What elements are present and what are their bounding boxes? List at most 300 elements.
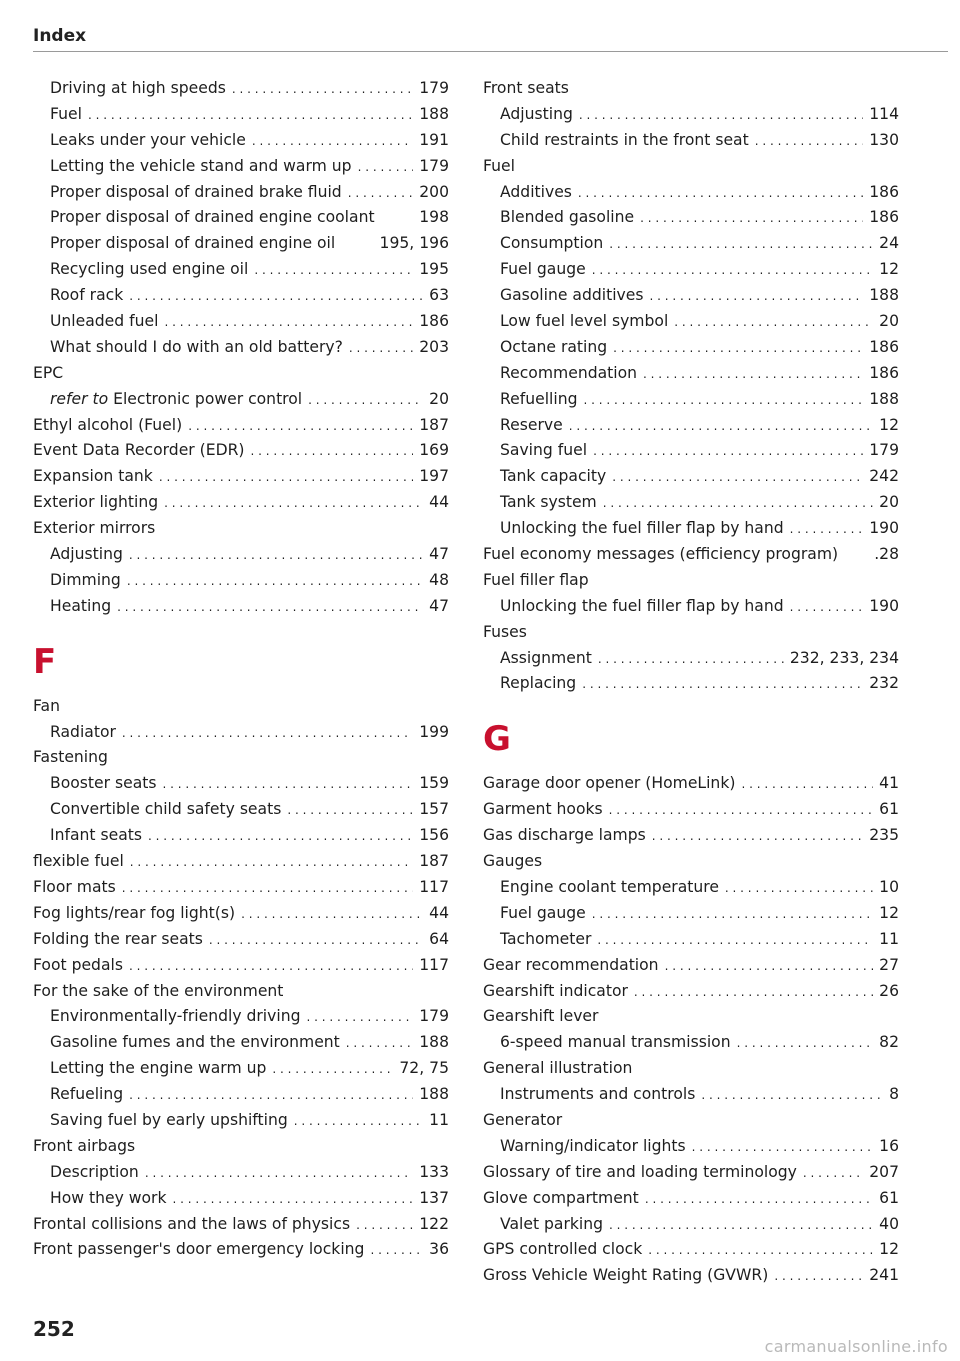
page-reference: 188 — [869, 286, 899, 305]
index-term: Valet parking — [500, 1214, 604, 1233]
index-section-letter: G — [483, 719, 511, 760]
leader-dots — [701, 1083, 883, 1109]
page-reference: 10 — [879, 877, 899, 896]
page-reference: 197 — [419, 467, 449, 486]
leader-dots — [122, 876, 413, 902]
index-subentry — [483, 1212, 899, 1238]
index-term: Description — [50, 1162, 139, 1181]
leader-dots — [592, 902, 873, 928]
index-entry — [483, 1004, 899, 1030]
leader-dots — [251, 439, 414, 465]
page-reference: 186 — [869, 363, 899, 382]
page-reference: 130 — [869, 130, 899, 149]
leader-dots — [583, 388, 863, 414]
page-reference: 16 — [879, 1136, 899, 1155]
index-term: Gauges — [483, 852, 543, 871]
index-subentry — [33, 257, 449, 283]
page-reference: 198 — [419, 208, 449, 227]
index-term: Fastening — [33, 748, 108, 767]
leader-dots — [692, 1135, 874, 1161]
page-reference: 48 — [429, 570, 449, 589]
index-entry — [483, 979, 899, 1005]
leader-dots — [349, 336, 413, 362]
index-term: Roof rack — [50, 286, 124, 305]
leader-dots — [803, 1161, 863, 1187]
index-term: How they work — [50, 1188, 167, 1207]
index-entry — [483, 1263, 899, 1289]
page-reference: 26 — [879, 981, 899, 1000]
page-reference: 12 — [879, 1240, 899, 1259]
index-subentry — [483, 927, 899, 953]
index-term: Gearshift lever — [483, 1007, 599, 1026]
index-term: What should I do with an old battery? — [50, 337, 343, 356]
page-reference: 188 — [419, 104, 449, 123]
index-term: Unleaded fuel — [50, 312, 159, 331]
leader-dots — [148, 824, 413, 850]
page-reference: 195, 196 — [379, 234, 449, 253]
index-term: Tank capacity — [500, 467, 607, 486]
leader-dots — [294, 1109, 423, 1135]
page-reference: 47 — [429, 545, 449, 564]
index-subentry — [483, 231, 899, 257]
index-term: Instruments and controls — [500, 1085, 696, 1104]
index-subentry — [33, 335, 449, 361]
page-reference: 187 — [419, 415, 449, 434]
index-subentry — [483, 671, 899, 697]
page-reference: 179 — [419, 79, 449, 97]
index-subentry — [33, 542, 449, 568]
index-term: For the sake of the environment — [33, 981, 284, 1000]
index-term: Saving fuel by early upshifting — [50, 1110, 288, 1129]
leader-dots — [603, 491, 873, 517]
index-subentry — [483, 1134, 899, 1160]
page-reference: 186 — [869, 337, 899, 356]
page-reference: 195 — [419, 260, 449, 279]
leader-dots — [725, 876, 873, 902]
index-entry — [483, 1237, 899, 1263]
leader-dots — [241, 902, 423, 928]
page-reference: 190 — [869, 519, 899, 538]
index-subentry — [33, 154, 449, 180]
index-term: Front passenger's door emergency locking — [33, 1240, 365, 1259]
leader-dots — [652, 824, 863, 850]
page-reference: 207 — [869, 1162, 899, 1181]
index-term: Refuelling — [500, 389, 578, 408]
index-term: Tank system — [500, 493, 597, 512]
index-entry — [33, 464, 449, 490]
page-reference: 169 — [419, 441, 449, 460]
index-subentry — [33, 568, 449, 594]
leader-dots — [609, 798, 874, 824]
page-reference: 117 — [419, 955, 449, 974]
page-reference: 188 — [869, 389, 899, 408]
page-reference: 232 — [869, 674, 899, 693]
index-entry — [33, 438, 449, 464]
index-entry — [33, 953, 449, 979]
index-subentry — [483, 205, 899, 231]
leader-dots — [287, 798, 413, 824]
leader-dots — [592, 258, 873, 284]
index-entry — [483, 823, 899, 849]
page-reference: 63 — [429, 286, 449, 305]
page-reference: 188 — [419, 1085, 449, 1104]
index-entry — [33, 745, 449, 771]
index-term: Fuel gauge — [500, 260, 586, 279]
leader-dots — [164, 491, 423, 517]
index-subentry — [483, 901, 899, 927]
index-term: Gross Vehicle Weight Rating (GVWR) — [483, 1266, 769, 1285]
leader-dots — [609, 1213, 873, 1239]
index-term: Proper disposal of drained engine coolant — [50, 208, 375, 227]
index-subentry — [33, 1186, 449, 1212]
page-reference: 24 — [879, 234, 899, 253]
index-term: Environmentally-friendly driving — [50, 1007, 301, 1026]
page-reference: 203 — [419, 337, 449, 356]
index-term: Convertible child safety seats — [50, 800, 282, 819]
index-subentry — [483, 875, 899, 901]
index-term: Front seats — [483, 79, 569, 97]
index-entry — [483, 1056, 899, 1082]
leader-dots — [188, 414, 413, 440]
leader-dots — [737, 1031, 874, 1057]
leader-dots — [127, 569, 423, 595]
page-reference: 36 — [429, 1240, 449, 1259]
index-term: Fuses — [483, 622, 527, 641]
index-subentry — [483, 464, 899, 490]
index-subentry — [33, 387, 449, 413]
index-term: Adjusting — [500, 104, 573, 123]
leader-dots — [613, 336, 863, 362]
index-term: Adjusting — [50, 545, 123, 564]
index-column-left — [33, 76, 449, 1263]
leader-dots — [790, 595, 864, 621]
leader-dots — [645, 1187, 873, 1213]
leader-dots — [209, 928, 423, 954]
page-reference: 186 — [419, 312, 449, 331]
leader-dots — [252, 129, 413, 155]
index-entry — [33, 490, 449, 516]
page-reference: 242 — [869, 467, 899, 486]
index-term: Driving at high speeds — [50, 79, 226, 97]
leader-dots — [163, 772, 414, 798]
index-subentry — [33, 797, 449, 823]
leader-dots — [674, 310, 873, 336]
page-reference: 20 — [879, 493, 899, 512]
index-entry — [33, 694, 449, 720]
index-subentry — [483, 309, 899, 335]
index-subentry — [483, 128, 899, 154]
index-entry — [483, 953, 899, 979]
index-term: Consumption — [500, 234, 604, 253]
index-term: Ethyl alcohol (Fuel) — [33, 415, 183, 434]
leader-dots — [612, 465, 863, 491]
leader-dots — [741, 772, 873, 798]
page-reference: 157 — [419, 800, 449, 819]
page-reference: 191 — [419, 130, 449, 149]
index-term: Fog lights/rear fog light(s) — [33, 903, 236, 922]
index-term: Octane rating — [500, 337, 608, 356]
page-reference: 40 — [879, 1214, 899, 1233]
index-subentry — [483, 387, 899, 413]
index-entry — [483, 1160, 899, 1186]
index-subentry — [33, 771, 449, 797]
index-subentry — [483, 438, 899, 464]
leader-dots — [649, 284, 863, 310]
index-subentry — [483, 180, 899, 206]
index-entry — [483, 771, 899, 797]
index-term: 6-speed manual transmission — [500, 1033, 731, 1052]
index-entry — [33, 979, 449, 1005]
index-subentry — [483, 1030, 899, 1056]
index-term: Exterior mirrors — [33, 519, 156, 538]
leader-dots — [755, 129, 864, 155]
index-entry — [483, 76, 899, 102]
index-subentry — [33, 594, 449, 620]
page-reference: 235 — [869, 826, 899, 845]
index-subentry — [483, 1082, 899, 1108]
index-entry — [483, 568, 899, 594]
page-reference: 61 — [879, 800, 899, 819]
leader-dots — [88, 103, 413, 129]
page-reference: 156 — [419, 826, 449, 845]
index-subentry — [33, 128, 449, 154]
index-term: EPC — [33, 363, 64, 382]
index-subentry — [483, 594, 899, 620]
page-reference: 82 — [879, 1033, 899, 1052]
cross-reference-target: Electronic power control — [113, 389, 303, 408]
index-term: Dimming — [50, 570, 121, 589]
page-reference: 61 — [879, 1188, 899, 1207]
page-reference: 20 — [429, 389, 449, 408]
leader-dots — [790, 517, 864, 543]
index-term: Gas discharge lamps — [483, 826, 646, 845]
index-term: Front airbags — [33, 1136, 136, 1155]
index-entry — [33, 1134, 449, 1160]
index-term: Child restraints in the front seat — [500, 130, 749, 149]
index-subentry — [33, 720, 449, 746]
index-term: Gasoline fumes and the environment — [50, 1033, 340, 1052]
leader-dots — [232, 77, 413, 103]
page-reference: 186 — [869, 208, 899, 227]
index-term: Letting the vehicle stand and warm up — [50, 156, 352, 175]
page-reference: 179 — [419, 156, 449, 175]
index-term: Booster seats — [50, 774, 157, 793]
index-entry — [33, 516, 449, 542]
index-term: Saving fuel — [500, 441, 588, 460]
index-entry — [33, 875, 449, 901]
index-entry — [33, 1237, 449, 1263]
leader-dots — [346, 1031, 413, 1057]
index-term: Radiator — [50, 722, 116, 741]
index-term: Fuel filler flap — [483, 570, 589, 589]
page-reference: 179 — [869, 441, 899, 460]
leader-dots — [130, 850, 413, 876]
index-term: Garage door opener (HomeLink) — [483, 774, 736, 793]
index-term: Tachometer — [500, 929, 592, 948]
index-subentry — [483, 283, 899, 309]
index-entry — [33, 1212, 449, 1238]
index-term: Glossary of tire and loading terminology — [483, 1162, 797, 1181]
page-reference: 117 — [419, 877, 449, 896]
page-reference: 64 — [429, 929, 449, 948]
index-entry — [483, 1186, 899, 1212]
index-section-letter: F — [33, 641, 57, 682]
index-subentry — [33, 205, 449, 231]
page-reference: 72, 75 — [399, 1059, 449, 1078]
index-entry — [483, 154, 899, 180]
index-term: Proper disposal of drained engine oil — [50, 234, 336, 253]
index-entry — [33, 361, 449, 387]
index-term: Fuel — [483, 156, 515, 175]
page-reference: 133 — [419, 1162, 449, 1181]
index-subentry — [33, 1004, 449, 1030]
index-subentry — [483, 102, 899, 128]
leader-dots — [597, 928, 873, 954]
page-reference: 44 — [429, 493, 449, 512]
index-subentry — [33, 283, 449, 309]
index-entry — [483, 620, 899, 646]
index-term: Event Data Recorder (EDR) — [33, 441, 245, 460]
index-subentry — [483, 646, 899, 672]
page-reference: 11 — [879, 929, 899, 948]
leader-dots — [640, 206, 863, 232]
leader-dots — [579, 103, 863, 129]
index-term: Floor mats — [33, 877, 116, 896]
page-reference: 190 — [869, 596, 899, 615]
index-term: Gear recommendation — [483, 955, 659, 974]
leader-dots — [306, 1005, 413, 1031]
page-reference: 188 — [419, 1033, 449, 1052]
page-reference: 187 — [419, 852, 449, 871]
index-term: GPS controlled clock — [483, 1240, 643, 1259]
leader-dots — [593, 439, 863, 465]
index-entry — [483, 1108, 899, 1134]
index-subentry — [483, 490, 899, 516]
page-reference: 179 — [419, 1007, 449, 1026]
leader-dots — [254, 258, 413, 284]
page-reference: 20 — [879, 312, 899, 331]
page-reference: 159 — [419, 774, 449, 793]
index-subentry — [483, 335, 899, 361]
leader-dots — [308, 388, 423, 414]
index-term: Letting the engine warm up — [50, 1059, 267, 1078]
index-term: Replacing — [500, 674, 577, 693]
page-reference: 41 — [879, 774, 899, 793]
page-reference: 12 — [879, 903, 899, 922]
leader-dots — [582, 672, 863, 698]
index-term: Low fuel level symbol — [500, 312, 669, 331]
watermark: carmanualsonline.info — [764, 1337, 948, 1356]
index-term: Folding the rear seats — [33, 929, 203, 948]
leader-dots — [117, 595, 423, 621]
index-term: Leaks under your vehicle — [50, 130, 246, 149]
index-term: Generator — [483, 1110, 563, 1129]
leader-dots — [164, 310, 413, 336]
index-term: Refueling — [50, 1085, 124, 1104]
index-term: Frontal collisions and the laws of physics — [33, 1214, 351, 1233]
index-subentry — [483, 361, 899, 387]
leader-dots — [348, 181, 414, 207]
index-subentry — [483, 413, 899, 439]
index-term: Reserve — [500, 415, 563, 434]
index-subentry — [33, 823, 449, 849]
leader-dots — [129, 954, 413, 980]
leader-dots — [578, 181, 863, 207]
header-divider — [33, 51, 948, 52]
leader-dots — [122, 721, 413, 747]
page-reference: 27 — [879, 955, 899, 974]
index-subentry — [483, 257, 899, 283]
index-entry — [483, 542, 899, 568]
index-term: Recommendation — [500, 363, 638, 382]
index-entry — [33, 901, 449, 927]
index-entry — [483, 849, 899, 875]
leader-dots — [358, 155, 414, 181]
leader-dots — [634, 980, 873, 1006]
leader-dots — [370, 1238, 423, 1264]
index-subentry — [33, 76, 449, 102]
index-term: General illustration — [483, 1059, 633, 1078]
leader-dots — [648, 1238, 873, 1264]
leader-dots — [598, 647, 784, 673]
page-reference: 114 — [869, 104, 899, 123]
index-subentry — [33, 1030, 449, 1056]
index-term: Recycling used engine oil — [50, 260, 249, 279]
index-subentry — [33, 231, 449, 257]
page-reference: 11 — [429, 1110, 449, 1129]
page-header-title: Index — [33, 26, 87, 46]
page-reference: 200 — [419, 182, 449, 201]
index-subentry — [483, 516, 899, 542]
index-term: Fuel — [50, 104, 82, 123]
leader-dots — [569, 414, 873, 440]
index-term: Foot pedals — [33, 955, 123, 974]
index-subentry — [33, 309, 449, 335]
index-term: Engine coolant temperature — [500, 877, 719, 896]
page-reference: 232, 233, 234 — [789, 648, 899, 667]
leader-dots — [665, 954, 874, 980]
leader-dots — [643, 362, 863, 388]
leader-dots — [356, 1213, 413, 1239]
page-reference: 12 — [879, 415, 899, 434]
cross-reference-label: refer to — [50, 389, 109, 408]
page-reference: 12 — [879, 260, 899, 279]
page-reference: 199 — [419, 722, 449, 741]
leader-dots — [272, 1057, 393, 1083]
index-term: Blended gasoline — [500, 208, 635, 227]
index-entry — [483, 797, 899, 823]
page-reference: 186 — [869, 182, 899, 201]
index-term: Fuel gauge — [500, 903, 586, 922]
index-subentry — [33, 1082, 449, 1108]
page-reference: 137 — [419, 1188, 449, 1207]
page-reference: .28 — [874, 545, 899, 564]
index-subentry — [33, 1160, 449, 1186]
page-reference: 241 — [869, 1266, 899, 1285]
leader-dots — [173, 1187, 414, 1213]
leader-dots — [129, 284, 423, 310]
leader-dots — [609, 232, 873, 258]
index-term: Unlocking the fuel filler flap by hand — [500, 519, 784, 538]
index-term: Heating — [50, 596, 112, 615]
index-term: Garment hooks — [483, 800, 603, 819]
index-subentry — [33, 102, 449, 128]
index-column-right — [483, 76, 899, 1289]
index-entry — [33, 413, 449, 439]
page-reference: 122 — [419, 1214, 449, 1233]
index-term: Gearshift indicator — [483, 981, 628, 1000]
index-term: Warning/indicator lights — [500, 1136, 686, 1155]
